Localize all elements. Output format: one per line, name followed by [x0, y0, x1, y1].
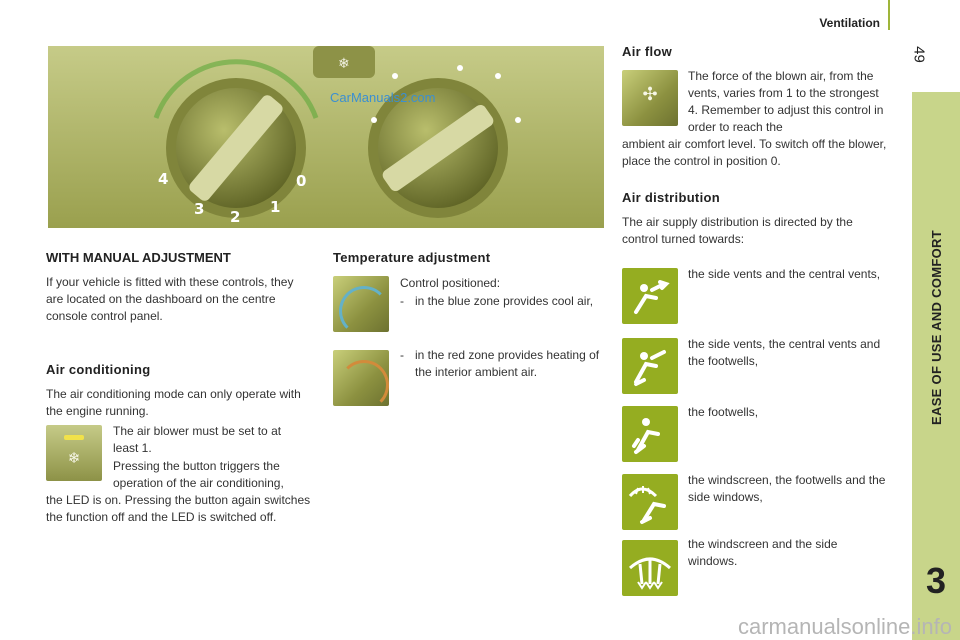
chapter-side-label: EASE OF USE AND COMFORT	[928, 229, 944, 425]
distribution-item-2-text: the side vents, the central vents and the footwells,	[688, 337, 881, 368]
air-flow-text-b: ambient air comfort level. To switch off the blower, place the control in position 0.	[622, 137, 887, 168]
face-vent-icon	[622, 268, 678, 324]
air-distribution-title: Air distribution	[622, 190, 720, 205]
control-panel-photo	[48, 46, 604, 228]
air-flow-text-a: The force of the blown air, from the vents, varies from 1 to the strongest 4. Remember to adjust this control in order to reach the	[688, 69, 884, 134]
dial-label-3: 3	[194, 200, 205, 218]
cool-zone-arc	[339, 286, 389, 336]
ac-button-thumbnail	[46, 425, 102, 481]
face-feet-vent-icon	[622, 338, 678, 394]
manual-section-title: WITH MANUAL ADJUSTMENT	[46, 250, 231, 265]
chapter-number: 3	[925, 560, 947, 601]
air-conditioning-text-3a: Pressing the button triggers the	[113, 459, 280, 473]
air-distribution-intro: The air supply distribution is directed by the control turned towards:	[622, 215, 853, 246]
ac-led-indicator	[64, 435, 84, 440]
air-conditioning-title: Air conditioning	[46, 362, 151, 377]
temperature-title: Temperature adjustment	[333, 250, 491, 265]
photo-watermark: CarManuals2.com	[330, 90, 436, 105]
svg-text:❄: ❄	[338, 56, 350, 72]
air-flow-thumbnail	[622, 70, 678, 126]
dial-label-4: 4	[158, 170, 169, 188]
temperature-intro: Control positioned:	[400, 276, 501, 290]
distribution-item-3-text: the footwells,	[688, 405, 759, 419]
windscreen-demist-icon	[622, 540, 678, 596]
warm-zone-arc	[339, 360, 389, 410]
snowflake-icon: ❄	[67, 450, 81, 467]
distribution-item-4-text: the windscreen, the footwells and the side windows,	[688, 473, 886, 504]
air-flow-title: Air flow	[622, 44, 673, 59]
temperature-item-1-dash: -	[400, 294, 404, 308]
air-conditioning-text-1: The air conditioning mode can only operate with the engine running.	[46, 387, 301, 418]
dial-label-0: 0	[296, 172, 307, 190]
dial-label-2: 2	[230, 208, 241, 226]
temperature-item-2: in the red zone provides heating of the interior ambient air.	[415, 348, 600, 379]
dial-label-1: 1	[270, 198, 281, 216]
page-number: 49	[910, 46, 928, 63]
footer-watermark: carmanualsonline.info	[737, 614, 952, 639]
temperature-item-2-dash: -	[400, 348, 404, 362]
windscreen-feet-icon	[622, 474, 678, 530]
control-panel-illustration	[48, 46, 604, 228]
air-conditioning-text-3b: operation of the air conditioning,	[113, 476, 284, 490]
temperature-item-1: in the blue zone provides cool air,	[415, 294, 594, 308]
fan-icon: ✣	[642, 84, 658, 104]
air-conditioning-text-2: The air blower must be set to at least 1.	[113, 424, 282, 455]
page-header-title: Ventilation	[819, 16, 880, 30]
manual-section-text: If your vehicle is fitted with these controls, they are located on the dashboard on the centre console control panel.	[46, 275, 294, 323]
chapter-side-label-wrap	[912, 92, 960, 562]
temperature-warm-thumbnail	[333, 350, 389, 406]
feet-vent-icon	[622, 406, 678, 462]
air-conditioning-text-4: the LED is on. Pressing the button again switches the function off and the LED is switched off.	[46, 493, 311, 524]
distribution-item-5-text: the windscreen and the side windows.	[688, 537, 838, 568]
distribution-item-1-text: the side vents and the central vents,	[688, 267, 881, 281]
temperature-cool-thumbnail	[333, 276, 389, 332]
header-divider	[888, 0, 890, 30]
